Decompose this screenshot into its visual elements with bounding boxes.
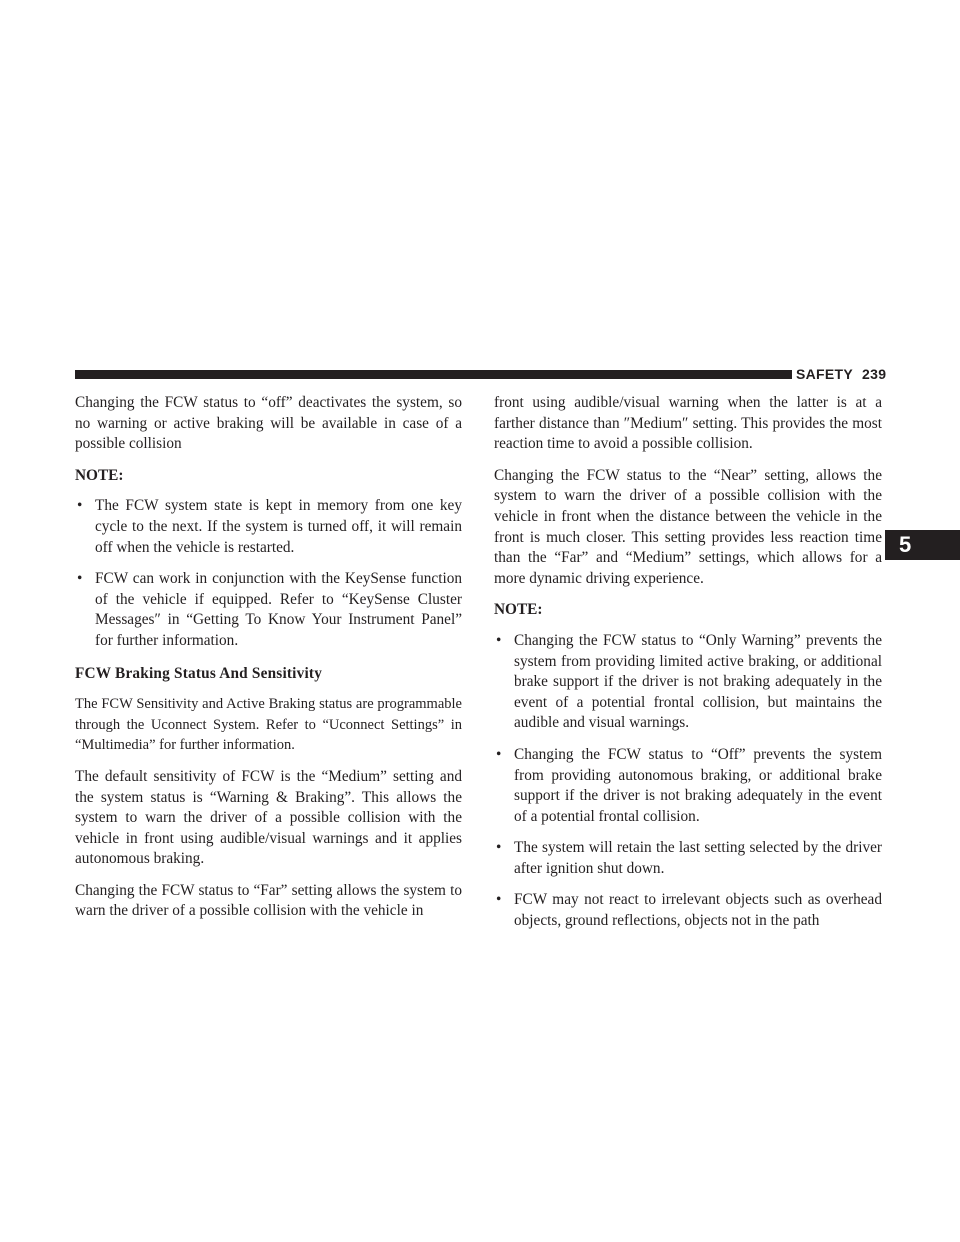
- bullet-icon: •: [77, 497, 83, 515]
- list-item: [75, 569, 462, 651]
- paragraph: The FCW Sensitivity and Active Braking status are programmable through the Uconnect System. Refer to “Uconnect Settings” in “Multimedia” for further information.: [75, 696, 462, 754]
- paragraph: Changing the FCW status to the “Near” setting, allows the system to warn the driver of a possible collision with the vehicle in front when the distance between the vehicle in the front is much closer. This setting provides less reaction time than the “Far” and “Medium” settings, which allows for a more dynamic driving experience.: [494, 466, 882, 587]
- bullet-icon: •: [496, 631, 502, 649]
- paragraph: Changing the FCW status to “off” deactivates the system, so no warning or active braking will be available in case of a possible collision: [75, 394, 462, 453]
- section-heading: FCW Braking Status And Sensitivity: [75, 664, 323, 682]
- bullet-icon: •: [496, 839, 502, 857]
- right-column: [494, 393, 882, 944]
- note-list: [75, 496, 462, 651]
- paragraph: front using audible/visual warning when the latter is at a farther distance than ″Medium″ setting. This provides the most reaction time to avoid a possible collision.: [494, 394, 882, 453]
- list-item-text: The system will retain the last setting selected by the driver after ignition shut down.: [514, 839, 882, 877]
- list-item: [75, 496, 462, 558]
- bullet-icon: •: [77, 570, 83, 588]
- list-item: [494, 838, 882, 879]
- section-title: SAFETY: [796, 366, 854, 382]
- list-item-text: FCW may not react to irrelevant objects such as overhead objects, ground reflections, objects not in the path: [514, 891, 882, 930]
- page-number: 239: [862, 366, 887, 382]
- bullet-icon: •: [496, 745, 502, 763]
- note-label: NOTE:: [75, 466, 124, 484]
- list-item-text: The FCW system state is kept in memory from one key cycle to the next. If the system is turned off, it will remain off when the vehicle is restarted.: [95, 497, 462, 556]
- bullet-icon: •: [496, 891, 502, 909]
- list-item: [494, 745, 882, 827]
- list-item-text: Changing the FCW status to “Off” prevents the system from providing autonomous braking, or additional brake support if the driver is not braking adequately in the event of a potential frontal collision.: [514, 745, 882, 825]
- left-column: [75, 393, 462, 933]
- chapter-tab: 5: [885, 530, 960, 560]
- paragraph: Changing the FCW status to “Far” setting allows the system to warn the driver of a possible collision with the vehicle in: [75, 881, 462, 920]
- header-rule: [75, 370, 792, 379]
- list-item: [494, 890, 882, 931]
- note-list: [494, 631, 882, 932]
- list-item-text: FCW can work in conjunction with the KeySense function of the vehicle if equipped. Refer to “KeySense Cluster Messages″ in “Getting To Know Your Instrument Panel” for further information.: [95, 570, 462, 649]
- list-item: [494, 631, 882, 734]
- note-label: NOTE:: [494, 601, 543, 619]
- paragraph: The default sensitivity of FCW is the “Medium” setting and the system status is “Warning & Braking”. This allows the system to warn the driver of a possible collision with the vehicle in front using audible/visual warnings and it applies autonomous braking.: [75, 767, 462, 868]
- list-item-text: Changing the FCW status to “Only Warning” prevents the system from providing limited active braking, or additional brake support if the driver is not braking adequately in the event of a potential frontal collision, but maintains the audible and visual warnings.: [514, 631, 882, 732]
- running-header: [796, 366, 896, 383]
